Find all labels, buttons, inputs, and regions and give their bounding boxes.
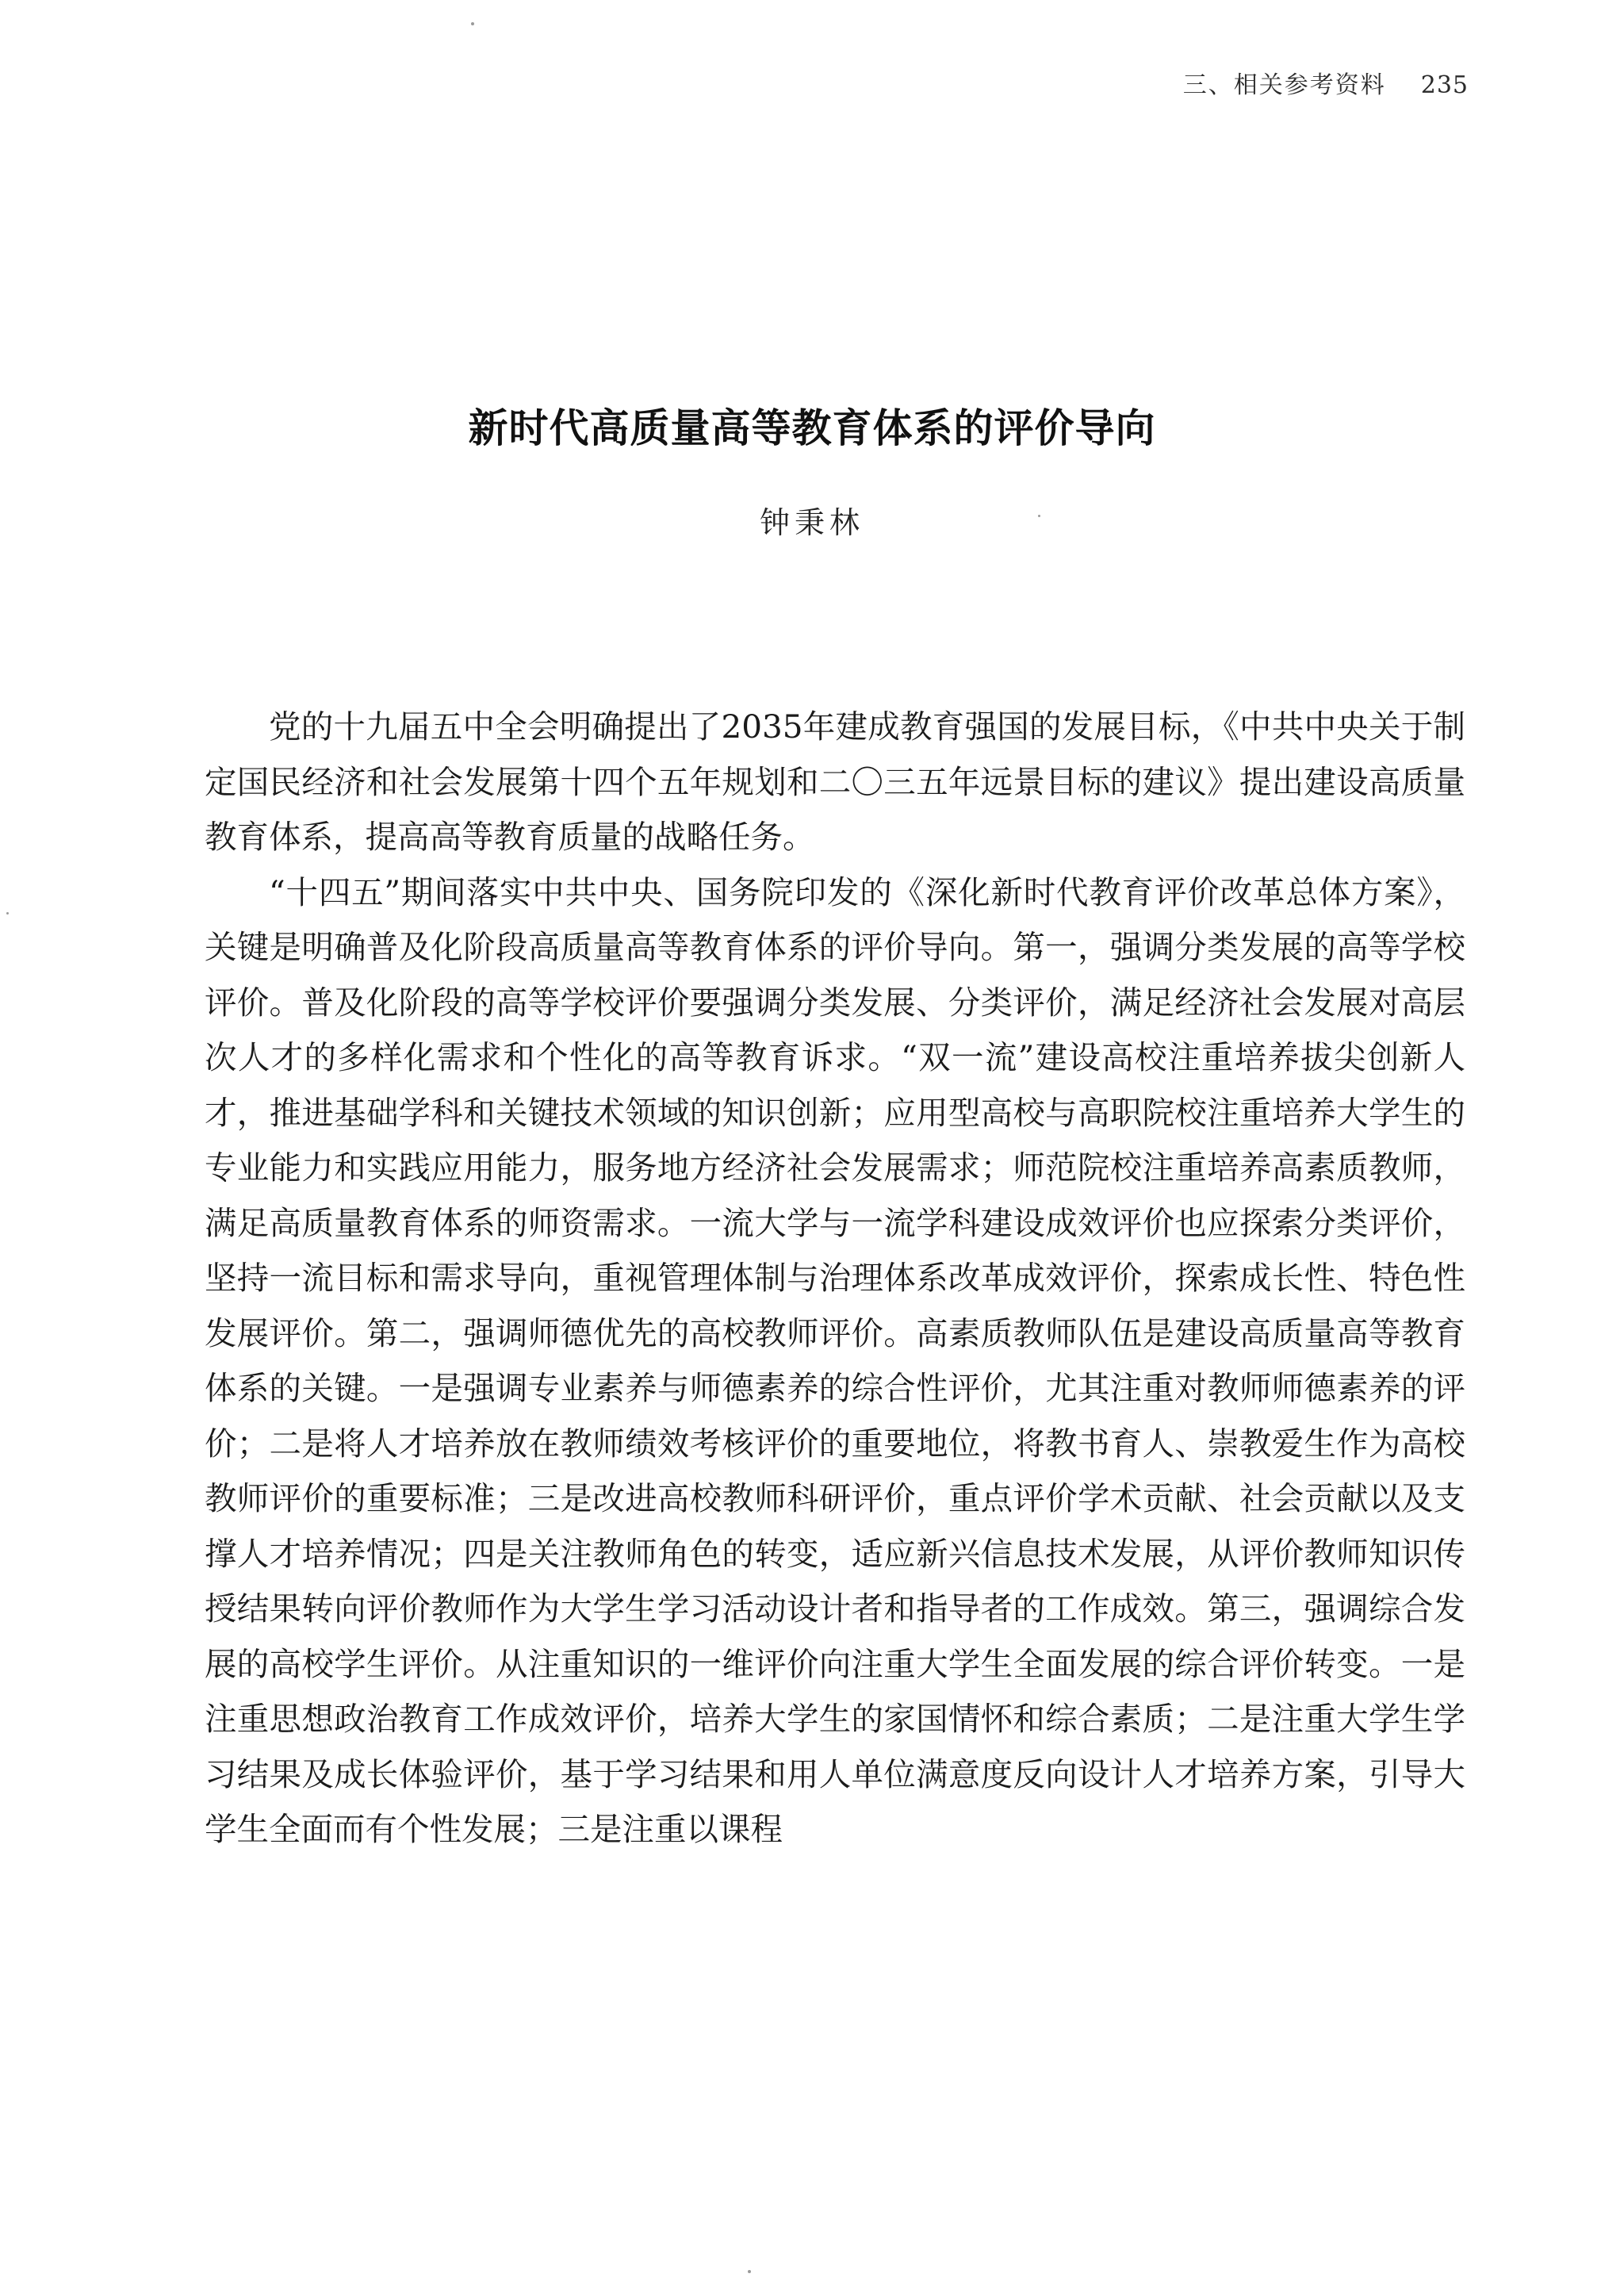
scan-speck xyxy=(471,22,474,25)
scan-speck xyxy=(1038,515,1040,517)
article-body xyxy=(205,700,1465,1858)
scan-speck xyxy=(748,2270,751,2273)
article-author: 钟秉林 xyxy=(759,505,864,540)
body-paragraph: 党的十九届五中全会明确提出了2035年建成教育强国的发展目标，《中共中央关于制定国民经济和社会发展第十四个五年规划和二〇三五年远景目标的建议》提出建设高质量教育体系，提高高等教育质量的战略任务。 xyxy=(205,707,1465,856)
running-head xyxy=(1183,70,1469,102)
page-number: 235 xyxy=(1420,71,1469,99)
scan-speck xyxy=(6,912,9,915)
running-head-section: 三、相关参考资料 xyxy=(1182,71,1386,99)
article-title: 新时代高质量高等教育体系的评价导向 xyxy=(468,405,1156,451)
body-paragraph: “十四五”期间落实中共中央、国务院印发的《深化新时代教育评价改革总体方案》，关键是明确普及化阶段高质量高等教育体系的评价导向。第一，强调分类发展的高等学校评价。普及化阶段的高等学校评价要强调分类发展、分类评价，满足经济社会发展对高层次人才的多样化需求和个性化的高等教育诉求。“双一流”建设高校注重培养拔尖创新人才，推进基础学科和关键技术领域的知识创新；应用型高校与高职院校注重培养大学生的专业能力和实践应用能力，服务地方经济社会发展需求；师范院校注重培养高素质教师，满足高质量教育体系的师资需求。一流大学与一流学科建设成效评价也应探索分类评价，坚持一流目标和需求导向，重视管理体制与治理体系改革成效评价，探索成长性、特色性发展评价。第二，强调师德优先的高校教师评价。高素质教师队伍是建设高质量高等教育体系的关键。一是强调专业素养与师德素养的综合性评价，尤其注重对教师师德素养的评价；二是将人才培养放在教师绩效考核评价的重要地位，将教书育人、崇教爱生作为高校教师评价的重要标准；三是改进高校教师科研评价，重点评价学术贡献、社会贡献以及支撑人才培养情况；四是关注教师角色的转变，适应新兴信息技术发展，从评价教师知识传授结果转向评价教师作为大学生学习活动设计者和指导者的工作成效。第三，强调综合发展的高校学生评价。从注重知识的一维评价向注重大学生全面发展的综合评价转变。一是注重思想政治教育工作成效评价，培养大学生的家国情怀和综合素质；二是注重大学生学习结果及成长体验评价，基于学习结果和用人单位满意度反向设计人才培养方案，引导大学生全面而有个性发展；三是注重以课程 xyxy=(205,872,1465,1848)
